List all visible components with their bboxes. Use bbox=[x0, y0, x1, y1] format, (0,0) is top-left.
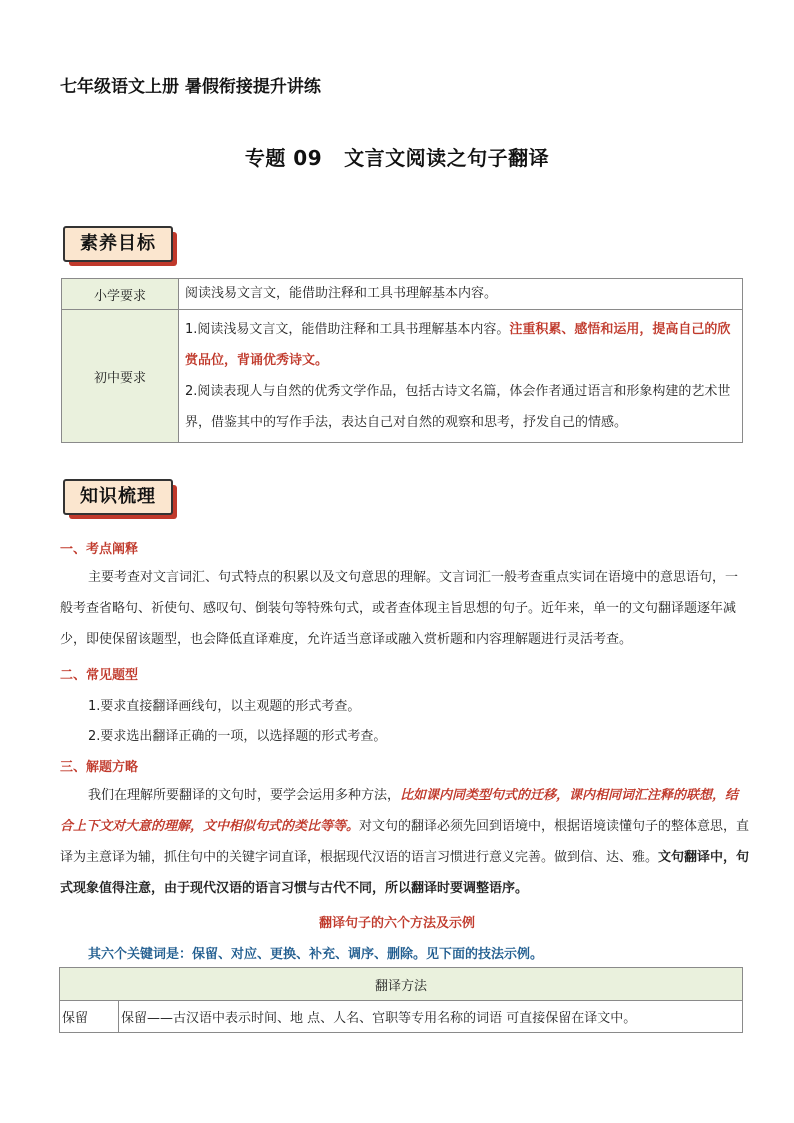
title-topic-number: 专题 09 bbox=[244, 146, 323, 170]
method-description: 保留——古汉语中表示时间、地 点、人名、官职等专用名称的词语 可直接保留在译文中。 bbox=[119, 1001, 743, 1033]
section-explanation-text: 主要考查对文言词汇、句式特点的积累以及文句意思的理解。文言词汇一般考查重点实词在语境中的意思语句，一般考查省略句、祈使句、感叹句、倒装句等特殊句式，或者查体现主旨思想的句子。近年来，单一的文句翻译题逐年减少，即使保留该题型，也会降低直译难度，允许适当意译或融入赏析题和内容理解题进行灵活考查。 bbox=[60, 570, 739, 647]
badge-knowledge bbox=[63, 479, 173, 515]
table-row bbox=[62, 310, 743, 443]
badge-goals bbox=[63, 226, 173, 262]
section-heading-question-types: 二、常见题型 bbox=[60, 668, 139, 683]
section-strategy-text bbox=[60, 780, 750, 904]
table-row bbox=[60, 968, 743, 1001]
table-row bbox=[62, 279, 743, 310]
goals-table bbox=[61, 278, 743, 443]
section-heading-strategy: 三、解题方略 bbox=[60, 760, 139, 775]
goals-junior-item1-highlight: 注重积累、感悟和运用，提高自己的欣赏品位，背诵优秀诗文。 bbox=[185, 322, 731, 368]
section-heading-explanation: 一、考点阐释 bbox=[60, 542, 139, 557]
goals-junior-item2: 2.阅读表现人与自然的优秀文学作品，包括古诗文名篇，体会作者通过语言和形象构建的艺术世界，借鉴其中的写作手法，表达自己对自然的观察和思考，抒发自己的情感。 bbox=[185, 384, 731, 430]
table-row bbox=[60, 1001, 743, 1033]
methods-heading: 翻译句子的六个方法及示例 bbox=[318, 916, 475, 931]
methods-table bbox=[59, 967, 743, 1033]
strategy-intro: 我们在理解所要翻译的文句时，要学会运用多种方法， bbox=[88, 788, 401, 803]
document-header: 七年级语文上册 暑假衔接提升讲练 bbox=[60, 77, 321, 97]
methods-table-header: 翻译方法 bbox=[60, 968, 743, 1001]
method-name: 保留 bbox=[60, 1001, 119, 1033]
strategy-body: 对文句的翻译必须先回到语境中，根据语境读懂句子的整体意思，直译为主意译为辅，抓住句中的关键字词直译，根据现代汉语的语言习惯进行意义完善。做到信、达、雅。 bbox=[60, 819, 750, 865]
list-item: 2.要求选出翻译正确的一项，以选择题的形式考查。 bbox=[88, 729, 387, 744]
goals-label-primary: 小学要求 bbox=[62, 279, 179, 310]
goals-text-primary: 阅读浅易文言文，能借助注释和工具书理解基本内容。 bbox=[179, 279, 743, 310]
goals-label-junior: 初中要求 bbox=[62, 310, 179, 443]
keywords-line: 其六个关键词是：保留、对应、更换、补充、调序、删除。见下面的技法示例。 bbox=[88, 947, 544, 962]
badge-goals-label: 素养目标 bbox=[63, 226, 173, 262]
strategy-methods-highlight: 比如课内同类型句式的迁移，课内相同词汇注释的联想，结合上下文对大意的理解，文中相似句式的类比等等。 bbox=[60, 788, 739, 834]
title-topic-name: 文言文阅读之句子翻译 bbox=[344, 146, 550, 170]
strategy-word-order-note: 文句翻译中，句式现象值得注意，由于现代汉语的语言习惯与古代不同，所以翻译时要调整语序。 bbox=[60, 850, 750, 896]
goals-text-junior bbox=[179, 310, 743, 443]
page-title bbox=[0, 142, 794, 171]
list-item: 1.要求直接翻译画线句，以主观题的形式考查。 bbox=[88, 699, 361, 714]
goals-junior-item1: 1.阅读浅易文言文，能借助注释和工具书理解基本内容。 bbox=[185, 322, 510, 337]
badge-knowledge-label: 知识梳理 bbox=[63, 479, 173, 515]
